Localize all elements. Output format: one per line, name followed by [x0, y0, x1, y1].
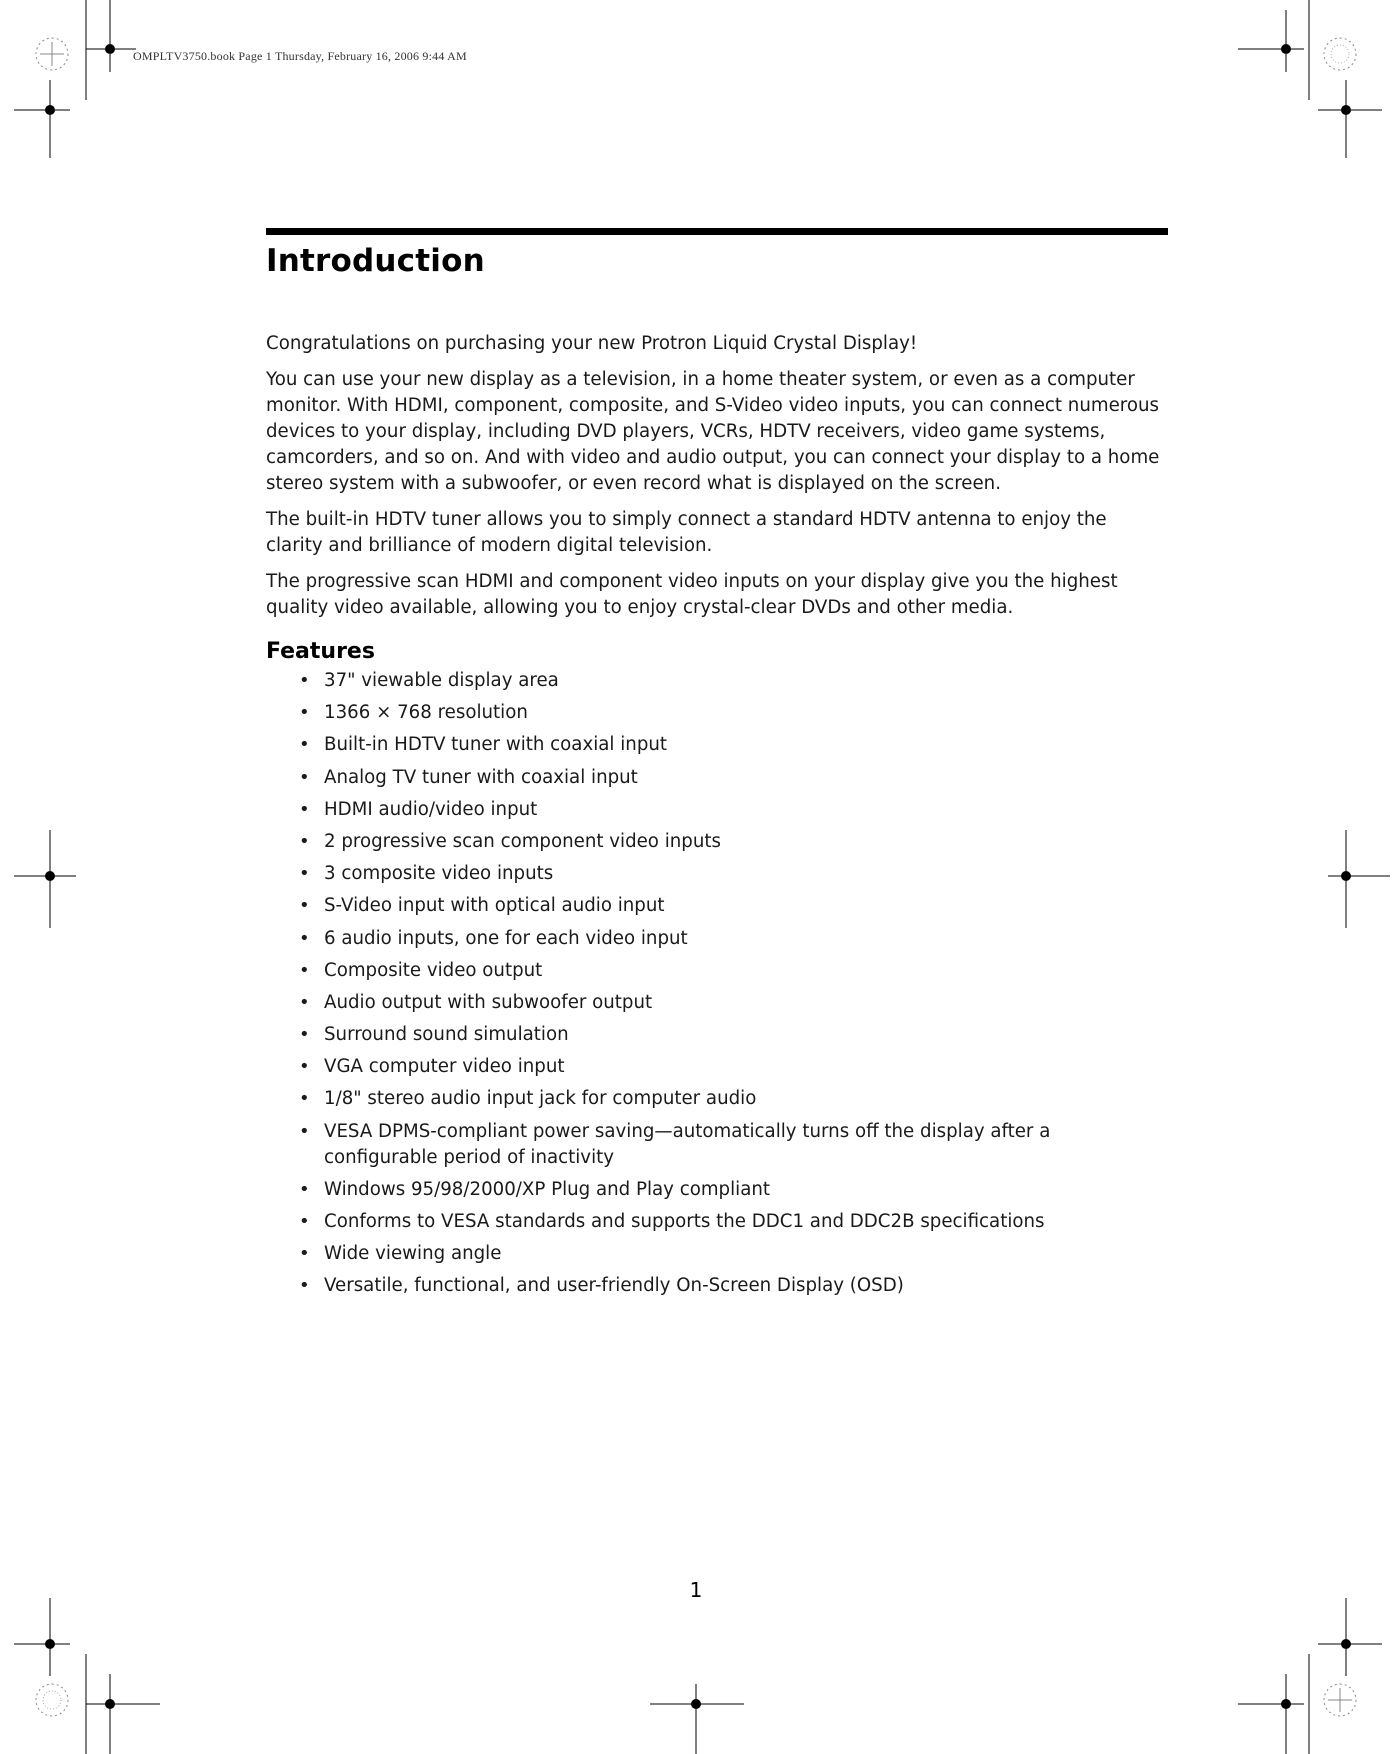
features-heading: Features — [266, 639, 375, 664]
intro-paragraph: The built-in HDTV tuner allows you to simply connect a standard HDTV antenna to enjoy the clarity and brilliance of modern digital television. — [266, 509, 1107, 556]
feature-item: • 1366 × 768 resolution — [266, 700, 1168, 726]
registration-mark-left-middle — [10, 830, 90, 930]
feature-item: • HDMI audio/video input — [266, 797, 1168, 823]
intro-paragraph: The progressive scan HDMI and component video inputs on your display give you the highest quality video available, allowing you to enjoy crystal-clear DVDs and other media. — [266, 571, 1118, 618]
feature-item: • Conforms to VESA standards and supports the DDC1 and DDC2B specifications — [266, 1209, 1168, 1235]
feature-item: • Audio output with subwoofer output — [266, 990, 1168, 1016]
registration-mark-right-upper — [1306, 80, 1386, 160]
feature-item: • Wide viewing angle — [266, 1241, 1168, 1267]
feature-item: • 1/8" stereo audio input jack for computer audio — [266, 1086, 1168, 1112]
feature-item: • Composite video output — [266, 958, 1168, 984]
feature-item: • 2 progressive scan component video inputs — [266, 829, 1168, 855]
registration-mark-left-upper — [10, 80, 90, 160]
feature-item: • S-Video input with optical audio input — [266, 893, 1168, 919]
feature-item: • VESA DPMS-compliant power saving—automatically turns off the display after a configurable period of inactivity — [266, 1119, 1168, 1171]
feature-item: • VGA computer video input — [266, 1054, 1168, 1080]
feature-item: • 6 audio inputs, one for each video input — [266, 926, 1168, 952]
calibration-dial-bottom-left — [30, 1678, 74, 1722]
page-number: 1 — [689, 1578, 703, 1602]
feature-item: • Built-in HDTV tuner with coaxial input — [266, 732, 1168, 758]
intro-paragraph: Congratulations on purchasing your new Protron Liquid Crystal Display! — [266, 333, 918, 354]
calibration-dial-top-left — [30, 32, 74, 76]
registration-mark-bottom-center — [648, 1684, 748, 1754]
page-title: Introduction — [266, 243, 485, 279]
feature-item: • Windows 95/98/2000/XP Plug and Play compliant — [266, 1177, 1168, 1203]
feature-item: • Versatile, functional, and user-friendly On-Screen Display (OSD) — [266, 1273, 1168, 1299]
feature-item: • Analog TV tuner with coaxial input — [266, 765, 1168, 791]
intro-body — [266, 331, 1168, 621]
feature-item: • Surround sound simulation — [266, 1022, 1168, 1048]
page-content — [266, 228, 1168, 1306]
registration-mark-bottom-left — [66, 1654, 166, 1754]
intro-paragraph: You can use your new display as a television, in a home theater system, or even as a computer monitor. With HDMI, component, composite, and S-Video video inputs, you can connect numerous devices to your display, including DVD players, VCRs, HDTV receivers, video game systems, camcorders, and so on. And with video and audio output, you can connect your display to a home stereo system with a subwoofer, or even record what is displayed on the screen. — [266, 369, 1160, 494]
feature-item: • 3 composite video inputs — [266, 861, 1168, 887]
print-slug: OMPLTV3750.book Page 1 Thursday, February 16, 2006 9:44 AM — [133, 49, 467, 63]
features-list — [266, 668, 1168, 1299]
calibration-dial-bottom-right — [1318, 1678, 1362, 1722]
registration-mark-right-middle — [1306, 830, 1392, 930]
feature-item: • 37" viewable display area — [266, 668, 1168, 694]
calibration-dial-top-right — [1318, 32, 1362, 76]
title-rule — [266, 228, 1168, 235]
